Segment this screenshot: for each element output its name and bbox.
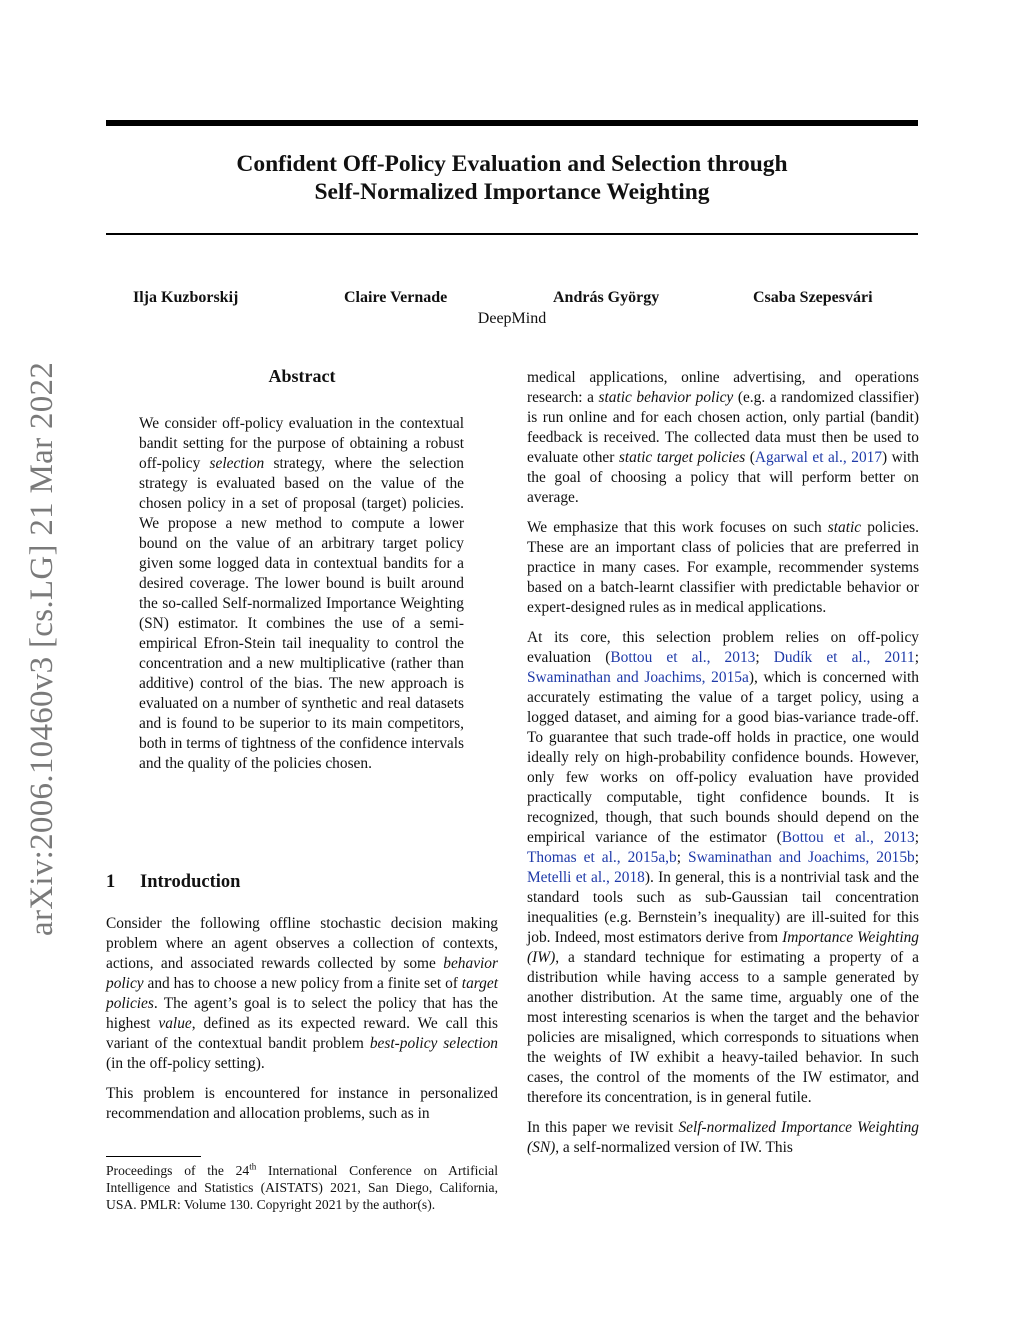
text: At its core, this selection problem relies on off-policy evaluation ( [527, 629, 919, 666]
emphasis: static behavior policy [598, 389, 734, 406]
text: , defined as its expected reward. We call this variant of the contextual bandit problem [106, 1015, 498, 1052]
section-heading [106, 872, 240, 893]
text: Proceedings of the 24 [106, 1163, 250, 1178]
left-column-text [106, 914, 498, 1134]
affiliation: DeepMind [477, 310, 547, 327]
citation-link[interactable]: Bottou et al., 2013 [781, 829, 915, 846]
citation-link[interactable]: Bottou et al., 2013 [610, 649, 756, 666]
emphasis: value [158, 1015, 192, 1032]
title-rule-bottom [106, 233, 918, 235]
emphasis: Self-normalized Importance Weighting (SN) [527, 1119, 920, 1156]
text: ( [745, 449, 755, 466]
footnote-rule [106, 1156, 201, 1157]
text: medical applications, online advertising, and operations research: a [527, 369, 919, 406]
author-name: Ilja Kuzborskij [133, 289, 239, 306]
abstract-emphasis: selection [209, 455, 265, 472]
text: In this paper we revisit [527, 1119, 679, 1136]
abstract-heading: Abstract [268, 366, 336, 386]
citation-link[interactable]: Swaminathan and Joachims, 2015b [688, 849, 915, 866]
arxiv-watermark: arXiv:2006.10460v3 [cs.LG] 21 Mar 2022 [24, 361, 60, 936]
citation-link[interactable]: Dudík et al., 2011 [773, 649, 915, 666]
emphasis: best-policy selection [369, 1035, 498, 1052]
emphasis: static target policies [618, 449, 746, 466]
author-name: Csaba Szepesvári [753, 289, 873, 306]
text: and has to choose a new policy from a finite set of [143, 975, 462, 992]
title-line-1: Confident Off-Policy Evaluation and Selection through [236, 151, 788, 177]
abstract-text: strategy, where the selection strategy is evaluated based on the value of the chosen policy in a set of proposal (target) policies. We propose a new method to compute a lower bound on the value of an arbitrary target policy given some logged data in contextual bandits for a desired coverage. The lower bound is built around the so-called Self-normalized Importance Weighting (SN) estimator. It combines the use of a semi-empirical Efron-Stein tail inequality to control the concentration and a new multiplicative (rather than additive) control of the bias. The new approach is evaluated on a number of synthetic and real datasets and is found to be superior to its main competitors, both in terms of tightness of the confidence intervals and the quality of the policies chosen. [139, 455, 464, 772]
text: International Conference on Artificial Intelligence and Statistics (AISTATS) 2021, San Diego, California, USA. PMLR: Volume 130. Copyright 2021 by the author(s). [106, 1163, 498, 1212]
emphasis: static [827, 519, 862, 536]
text: ), which is concerned with accurately estimating the value of a target policy, using a logged dataset, and aiming for a good bias-variance trade-off. To guarantee that such trade-off holds in practice, one would ideally rely on high-probability confidence bounds. However, only few works on off-policy evaluation have provided practically computable, tight confidence bounds. It is recognized, though, that such bounds should depend on the empirical variance of the estimator ( [527, 669, 920, 846]
text: ; [914, 849, 920, 866]
text: Consider the following offline stochastic decision making problem where an agent observes a collection of contexts, actions, and associated rewards collected by some [106, 915, 498, 972]
author-name: Claire Vernade [344, 289, 448, 306]
text: . The agent’s goal is to select the policy that has the highest [106, 995, 498, 1032]
text: ; [676, 849, 689, 866]
paper-title [106, 150, 918, 206]
citation-link[interactable]: Metelli et al., 2018 [527, 869, 645, 886]
text: ; [755, 649, 774, 666]
text: (in the off-policy setting). [106, 1055, 265, 1072]
paragraph: This problem is encountered for instance in personalized recommendation and allocation problems, such as in [106, 1085, 498, 1122]
citation-link[interactable]: Swaminathan and Joachims, 2015a [527, 669, 749, 686]
text: ; [914, 649, 920, 666]
section-number: 1 [106, 872, 116, 892]
text: ) with the goal of choosing a policy that will perform better on average. [527, 449, 920, 506]
title-line-2: Self-Normalized Importance Weighting [314, 179, 710, 205]
section-title: Introduction [140, 872, 241, 892]
text: We emphasize that this work focuses on such [527, 519, 828, 536]
text: ). In general, this is a nontrivial task and the standard tools such as sub-Gaussian tail concentration inequalities (e.g. Bernstein’s inequality) are ill-suited for this job. Indeed, most estimators derive from [527, 869, 920, 946]
right-column-text [527, 368, 919, 1168]
footnote [106, 1162, 498, 1213]
emphasis: Importance Weighting (IW) [527, 929, 919, 966]
abstract-text: We consider off-policy evaluation in the contextual bandit setting for the purpose of obtaining a robust off-policy [139, 415, 464, 472]
text: , a self-normalized version of IW. This [555, 1139, 793, 1156]
title-rule-top [106, 120, 918, 126]
emphasis: target policies [106, 975, 498, 1012]
citation-link[interactable]: Agarwal et al., 2017 [754, 449, 883, 466]
paragraph [106, 914, 498, 1074]
text: , a standard technique for estimating a property of a distribution while having access to a sample generated by another distribution. At the same time, arguably one of the most interesting scenarios is when the target and the behavior policies are misaligned, which corresponds to situations when the weights of IW exhibit a heavy-tailed behavior. In such cases, the control of the moments of the IW estimator, and therefore its concentration, is in general futile. [527, 949, 919, 1106]
citation-link[interactable]: Thomas et al., 2015a,b [527, 849, 677, 866]
superscript: th [249, 1161, 257, 1172]
paragraph [527, 518, 919, 618]
text: policies. These are an important class of policies that are preferred in practice in many cases. For example, recommender systems based on a batch-learnt classifier with predictable behavior or expert-designed rules as in medical applications. [527, 519, 919, 616]
text: ; [914, 829, 919, 846]
paragraph [527, 368, 919, 508]
abstract-body [139, 414, 464, 774]
paragraph [527, 628, 919, 1108]
author-name: András György [553, 289, 660, 306]
text: (e.g. a randomized classifier) is run online and for each chosen action, only partial (bandit) feedback is received. The collected data must then be used to evaluate other [527, 389, 919, 466]
paragraph [527, 1118, 919, 1158]
emphasis: behavior policy [106, 955, 498, 992]
